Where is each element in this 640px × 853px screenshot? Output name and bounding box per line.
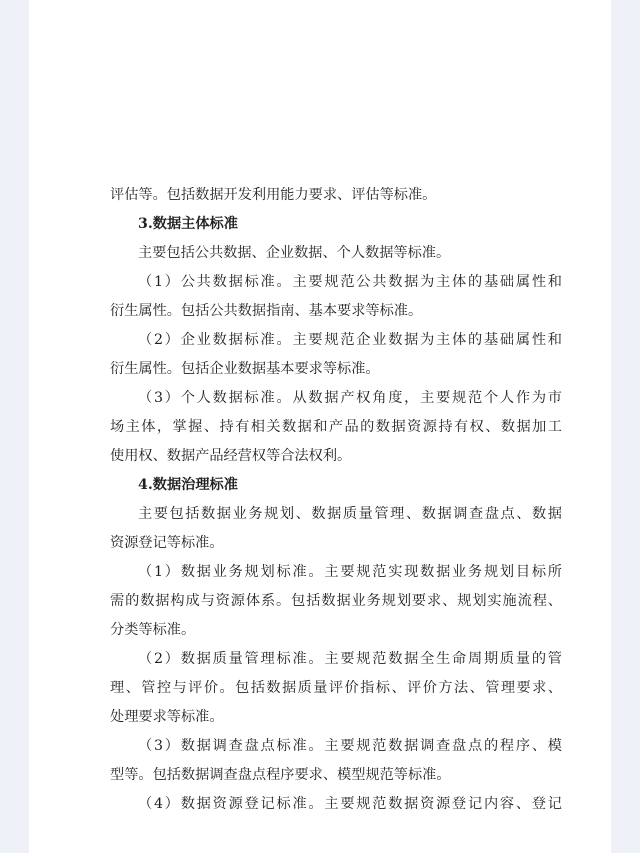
text-line: 主要包括公共数据、企业数据、个人数据等标准。: [138, 245, 451, 261]
section-heading: 3.数据主体标准: [138, 216, 238, 232]
text-line: 需的数据构成与资源体系。包括数据业务规划要求、规划实施流程、: [110, 593, 562, 609]
text-line: 衍生属性。包括企业数据基本要求等标准。: [110, 361, 380, 377]
text-line: 理、管控与评价。包括数据质量评价指标、评价方法、管理要求、: [110, 680, 562, 696]
section-heading: 4.数据治理标准: [138, 477, 238, 493]
text-line: 衍生属性。包括公共数据指南、基本要求等标准。: [110, 303, 423, 319]
document-page: [29, 0, 611, 853]
text-line: 型等。包括数据调查盘点程序要求、模型规范等标准。: [110, 767, 451, 783]
text-line: （3）个人数据标准。从数据产权角度，主要规范个人作为市: [138, 390, 562, 406]
text-line: 使用权、数据产品经营权等合法权利。: [110, 448, 352, 464]
text-line: （1）数据业务规划标准。主要规范实现数据业务规划目标所: [138, 564, 562, 580]
text-line: 场主体，掌握、持有相关数据和产品的数据资源持有权、数据加工: [110, 419, 562, 435]
text-line: （3）数据调查盘点标准。主要规范数据调查盘点的程序、模: [138, 738, 562, 754]
text-line: 主要包括数据业务规划、数据质量管理、数据调查盘点、数据: [138, 506, 562, 522]
text-line: 评估等。包括数据开发利用能力要求、评估等标准。: [110, 187, 437, 203]
text-line: （2）企业数据标准。主要规范企业数据为主体的基础属性和: [138, 332, 562, 348]
text-line: （2）数据质量管理标准。主要规范数据全生命周期质量的管: [138, 651, 562, 667]
document-body: [110, 181, 562, 819]
text-line: 资源登记等标准。: [110, 535, 224, 551]
text-line: 分类等标准。: [110, 622, 196, 638]
text-line: （4）数据资源登记标准。主要规范数据资源登记内容、登记: [138, 796, 562, 812]
text-line: 处理要求等标准。: [110, 709, 224, 725]
text-line: （1）公共数据标准。主要规范公共数据为主体的基础属性和: [138, 274, 562, 290]
